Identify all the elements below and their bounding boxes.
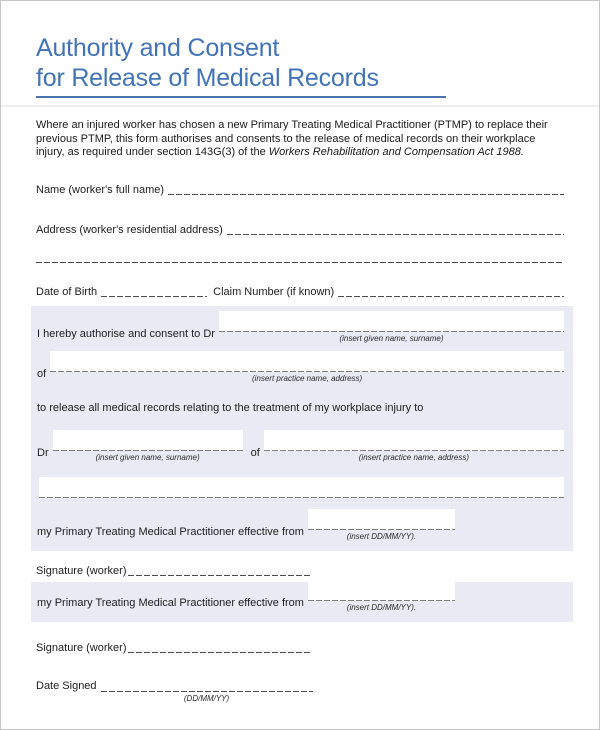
practice-continuation-wrap <box>39 477 564 498</box>
consent-prefix-label: I hereby authorise and consent to Dr <box>37 327 215 340</box>
intro-paragraph <box>36 119 564 160</box>
effective-date-wrap <box>308 509 455 542</box>
address-continuation-row <box>36 262 564 265</box>
signature-label-2: Signature (worker) <box>36 641 127 654</box>
effective-date-hint: (insert DD/MM/YY). <box>346 531 417 541</box>
effective-date-row <box>37 509 564 542</box>
practice-hint: (insert practice name, address) <box>251 373 363 383</box>
name-label: Name (worker's full name) <box>36 183 165 196</box>
consent-practice-row <box>37 351 564 384</box>
date-signed-wrap <box>101 680 313 704</box>
new-doctor-name-field[interactable] <box>53 430 243 451</box>
effective-date-field[interactable] <box>308 509 455 530</box>
release-statement: to release all medical records relating to the treatment of my workplace injury to <box>37 401 424 414</box>
date-signed-row <box>36 680 564 704</box>
consent-doctor-row <box>37 311 564 344</box>
new-practice-field-wrap <box>264 430 564 463</box>
worker-signature-field-1[interactable] <box>128 575 311 576</box>
practice-continuation-field[interactable] <box>39 477 564 498</box>
given-name-hint: (insert given name, surname) <box>339 333 444 343</box>
header-separator-rule <box>1 105 599 107</box>
signature-row-1 <box>36 565 564 578</box>
authorised-doctor-field-wrap <box>219 311 564 344</box>
of-label: of <box>37 367 47 380</box>
authorised-practice-field[interactable] <box>50 351 564 372</box>
authorised-doctor-name-field[interactable] <box>219 311 564 332</box>
authorisation-panel <box>31 306 573 551</box>
effective-date-field-2[interactable] <box>308 582 455 601</box>
address-row <box>36 224 564 237</box>
name-row <box>36 184 564 197</box>
new-doctor-field-wrap <box>53 430 243 463</box>
signature-label-1: Signature (worker) <box>36 564 127 577</box>
effective-date-row-2 <box>37 582 564 613</box>
act-name-italic: Workers Rehabilitation and Compensation Act 1988. <box>268 146 524 158</box>
given-name-hint-2: (insert given name, surname) <box>95 452 200 462</box>
intro-text: Where an injured worker has chosen a new Primary Treating Medical Practitioner (PTMP) to replace their previous PTMP, this form authorises and consents to the release of medical records on their workplace injury, as required under section 143G(3) of the <box>36 119 548 158</box>
dob-claim-row <box>36 286 564 299</box>
page-title-line1: Authority and Consent <box>36 34 280 62</box>
claim-number-label: Claim Number (if known) <box>213 285 335 298</box>
signature-row-2 <box>36 642 564 655</box>
effective-date-panel-2 <box>31 582 573 622</box>
effective-date-hint-2: (insert DD/MM/YY). <box>346 602 417 612</box>
effective-date-wrap-2 <box>308 582 455 613</box>
page-title-line2: for Release of Medical Records <box>36 64 379 92</box>
date-signed-label: Date Signed <box>36 679 97 692</box>
practice-continuation-row <box>37 477 564 498</box>
worker-signature-field-2[interactable] <box>128 652 311 653</box>
new-doctor-row <box>37 430 564 463</box>
date-of-birth-field[interactable] <box>101 296 207 297</box>
effective-label: my Primary Treating Medical Practitioner effective from <box>37 525 304 538</box>
claim-number-field[interactable] <box>338 296 564 297</box>
practice-hint-2: (insert practice name, address) <box>358 452 470 462</box>
worker-address-field[interactable] <box>227 234 564 235</box>
of-label-2: of <box>250 446 260 459</box>
address-label: Address (worker's residential address) <box>36 223 223 236</box>
date-format-hint: (DD/MM/YY) <box>183 693 230 703</box>
dob-label: Date of Birth <box>36 285 98 298</box>
page-title <box>36 33 564 93</box>
worker-name-field[interactable] <box>168 194 564 195</box>
authorised-practice-field-wrap <box>50 351 564 384</box>
title-underline-rule <box>36 96 446 98</box>
worker-address-continuation-field[interactable] <box>36 262 564 263</box>
dr-label: Dr <box>37 446 49 459</box>
effective-label-2: my Primary Treating Medical Practitioner effective from <box>37 596 304 609</box>
new-practice-field[interactable] <box>264 430 564 451</box>
